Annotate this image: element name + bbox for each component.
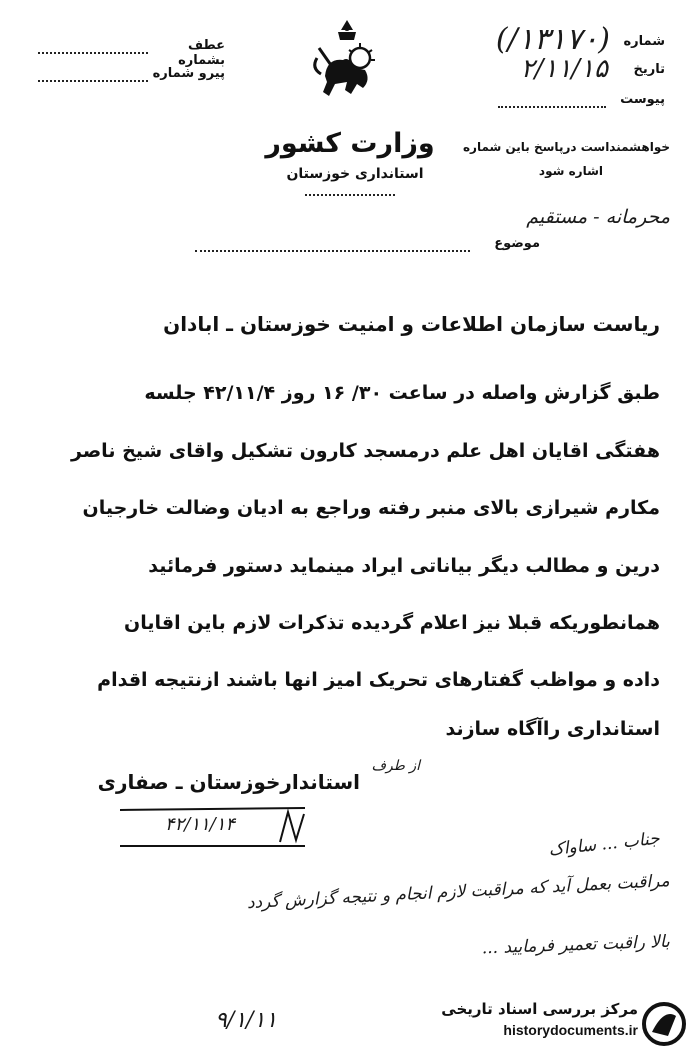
hand-date: ۹/۱/۱۱ [215,1008,278,1033]
pirou-dots [38,80,148,82]
shomare-value: (۱۳۱۷۰/) [495,22,610,57]
watermark-logo-icon [642,1002,686,1046]
pirou-label: پیرو شماره [152,66,225,81]
tarikh-label: تاریخ [633,62,665,77]
subject-dots [195,250,470,252]
watermark-site: historydocuments.ir [503,1022,638,1038]
body-line-4: درین و مطالب دیگر بیاناتی ایراد مینماید دستور فرمائید [148,555,660,577]
body-line-2: هفتگی اقایان اهل علم درمسجد کارون تشکیل واقای شیخ ناصر [71,440,660,462]
body-line-3: مکارم شیرازی بالای منبر رفته وراجع به ادیان وضالت خارجیان [82,497,660,519]
subject-label: موضوع [494,236,540,251]
lion-and-sun-emblem-icon [305,18,390,103]
atf-label: عطف بشماره [178,38,225,68]
watermark-title: مرکز بررسی اسناد تاریخی [441,1000,638,1018]
watermark [420,1000,690,1050]
reply-note-1: خواهشمنداست درپاسخ باین شماره [462,140,670,154]
reply-note-2: اشاره شود [538,164,603,178]
stamp-date: ۴۲/۱۱/۱۴ [164,814,236,835]
peyvast-dots [498,106,606,108]
sign-prefix: از طرف [371,758,420,774]
recipient-line: ریاست سازمان اطلاعات و امنیت خوزستان ـ ابادان [163,312,660,336]
hand-note-2: مراقبت بعمل آید که مراقبت لازم انجام و نتیجه گزارش گردد [246,871,671,914]
peyvast-label: پیوست [620,92,665,107]
atf-dots [38,52,148,54]
body-line-5: همانطوریکه قبلا نیز اعلام گردیده تذکرات لازم باین اقایان [124,612,660,634]
body-line-6: داده و مواظب گفتارهای تحریک امیز انها باشند ازنتیجه اقدام [97,669,660,691]
ministry-title: وزارت کشور [265,128,435,159]
handwritten-classification: محرمانه - مستقیم [526,206,670,228]
hand-note-3: بالا راقبت تعمیر فرمایید ... [481,931,671,959]
signature-line: استاندارخوزستان ـ صفاری [97,770,360,794]
hand-note-1: جناب ... ساواک [547,828,661,861]
office-title: استانداری خوزستان [286,166,424,182]
office-dots [305,194,395,196]
body-line-7: استانداری راآگاه سازند [445,718,660,740]
tarikh-value: ۲/۱۱/۱۵ [520,54,608,84]
body-line-1: طبق گزارش واصله در ساعت ۳۰/ ۱۶ روز ۴۲/۱۱/۴ جلسه [144,382,660,404]
shomare-label: شماره [623,34,665,49]
